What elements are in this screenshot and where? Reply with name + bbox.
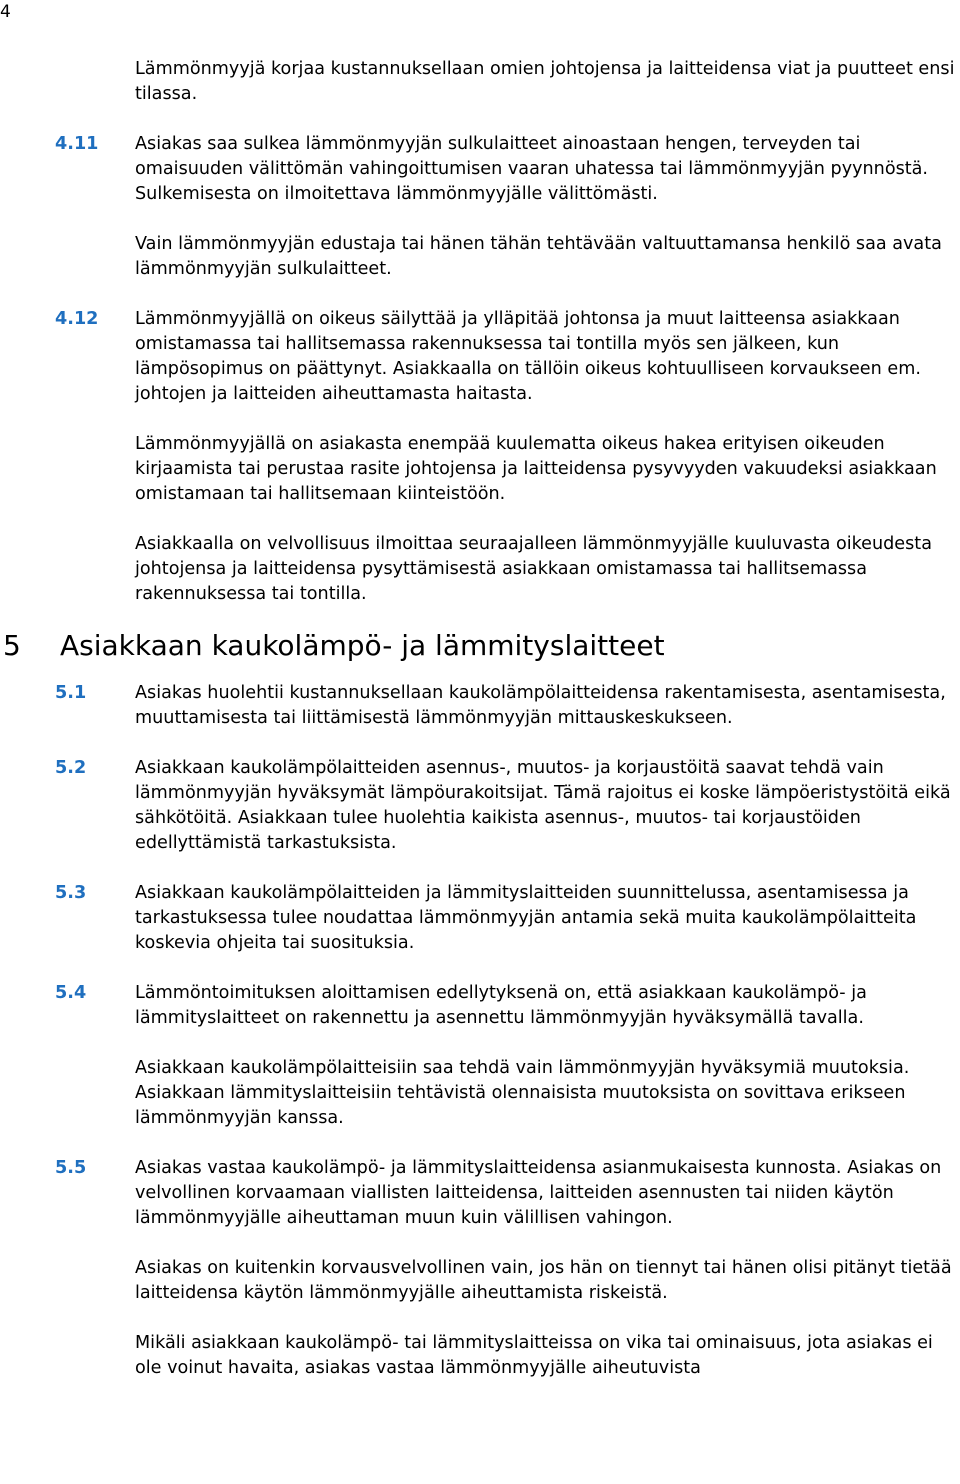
section-number: 5 bbox=[3, 629, 21, 662]
clause-4-12 bbox=[0, 307, 960, 607]
clause-text bbox=[135, 681, 955, 731]
paragraph: Asiakas huolehtii kustannuksellaan kaukolämpölaitteidensa rakentamisesta, asentamisesta, muuttamisesta tai liittämisestä lämmönmyyjän mittauskeskukseen. bbox=[135, 683, 946, 728]
clause-number: 5.1 bbox=[55, 683, 87, 703]
clause-5-4 bbox=[0, 981, 960, 1131]
paragraph: Asiakas saa sulkea lämmönmyyjän sulkulaitteet ainoastaan hengen, terveyden tai omaisuuden välittömän vahingoittumisen vaaran uhatessa tai lämmönmyyjän pyynnöstä. Sulkemisesta on ilmoitettava lämmönmyyjälle välittömästi. bbox=[135, 134, 929, 204]
paragraph: Asiakas vastaa kaukolämpö- ja lämmityslaitteidensa asianmukaisesta kunnosta. Asiakas on velvollinen korvaamaan viallisten laitteidensa, laitteiden asennusten tai niiden käytön lämmönmyyjälle aiheuttaman muun kuin välillisen vahingon. bbox=[135, 1158, 942, 1228]
clause-number: 5.4 bbox=[55, 983, 87, 1003]
clause-text bbox=[135, 307, 955, 607]
clause-5-1 bbox=[0, 681, 960, 731]
clause-number: 4.11 bbox=[55, 134, 99, 154]
clause-number: 5.3 bbox=[55, 883, 87, 903]
paragraph: Asiakas on kuitenkin korvausvelvollinen vain, jos hän on tiennyt tai hänen olisi pitänyt tietää laitteidensa käytön lämmönmyyjälle aiheuttamista riskeistä. bbox=[135, 1258, 952, 1303]
clause-5-3 bbox=[0, 881, 960, 956]
paragraph: Lämmönmyyjällä on oikeus säilyttää ja ylläpitää johtonsa ja muut laitteensa asiakkaan omistamassa tai hallitsemassa rakennuksessa tai tontilla myös sen jälkeen, kun lämpösopimus on päättynyt. Asiakkaalla on tällöin oikeus kohtuulliseen korvaukseen em. johtojen ja laitteiden aiheuttamasta haitasta. bbox=[135, 309, 921, 404]
clause-number: 5.5 bbox=[55, 1158, 87, 1178]
clause-text bbox=[135, 881, 955, 956]
document-body bbox=[0, 57, 960, 1381]
paragraph: Vain lämmönmyyjän edustaja tai hänen tähän tehtävään valtuuttamansa henkilö saa avata lämmönmyyjän sulkulaitteet. bbox=[135, 234, 942, 279]
clause-number: 4.12 bbox=[55, 309, 99, 329]
clause-number: 5.2 bbox=[55, 758, 87, 778]
section-title: Asiakkaan kaukolämpö- ja lämmityslaitteet bbox=[60, 629, 665, 662]
paragraph: Lämmöntoimituksen aloittamisen edellytyksenä on, että asiakkaan kaukolämpö- ja lämmityslaitteet on rakennettu ja asennettu lämmönmyyjän hyväksymällä tavalla. bbox=[135, 983, 867, 1028]
paragraph: Lämmönmyyjällä on asiakasta enempää kuulematta oikeus hakea erityisen oikeuden kirjaamista tai perustaa rasite johtojensa ja laitteidensa pysyvyyden vakuudeksi asiakkaan omistamaan tai hallitsemaan kiinteistöön. bbox=[135, 434, 937, 504]
clause-text bbox=[135, 981, 955, 1131]
clause-5-2 bbox=[0, 756, 960, 856]
paragraph: Asiakkaalla on velvollisuus ilmoittaa seuraajalleen lämmönmyyjälle kuuluvasta oikeudesta johtojensa ja laitteidensa pysyttämisestä asiakkaan omistamassa tai hallitsemassa rakennuksessa tai tontilla. bbox=[135, 534, 932, 604]
clause-5-5 bbox=[0, 1156, 960, 1381]
page-number: 4 bbox=[0, 2, 11, 22]
clause-text bbox=[135, 132, 955, 282]
paragraph: Asiakkaan kaukolämpölaitteiden asennus-, muutos- ja korjaustöitä saavat tehdä vain lämmönmyyjän hyväksymät lämpöurakoitsijat. Tämä rajoitus ei koske lämpöeristystöitä eikä sähkötöitä. Asiakkaan tulee huolehtia kaikista asennus-, muutos- tai korjaustöiden edellyttämistä tarkastuksista. bbox=[135, 758, 951, 853]
paragraph: Lämmönmyyjä korjaa kustannuksellaan omien johtojensa ja laitteidensa viat ja puutteet ensi tilassa. bbox=[135, 59, 955, 104]
paragraph: Mikäli asiakkaan kaukolämpö- tai lämmityslaitteissa on vika tai ominaisuus, jota asiakas ei ole voinut havaita, asiakas vastaa lämmönmyyjälle aiheutuvista bbox=[135, 1333, 933, 1378]
clause-text bbox=[135, 57, 955, 107]
paragraph: Asiakkaan kaukolämpölaitteisiin saa tehdä vain lämmönmyyjän hyväksymiä muutoksia. Asiakkaan lämmityslaitteisiin tehtävistä olennaisista muutoksista on sovittava erikseen lämmönmyyjän kanssa. bbox=[135, 1058, 910, 1128]
clause-continuation bbox=[0, 57, 960, 107]
clause-4-11 bbox=[0, 132, 960, 282]
clause-text bbox=[135, 1156, 955, 1381]
clause-text bbox=[135, 756, 955, 856]
section-heading bbox=[0, 629, 960, 663]
paragraph: Asiakkaan kaukolämpölaitteiden ja lämmityslaitteiden suunnittelussa, asentamisessa ja tarkastuksessa tulee noudattaa lämmönmyyjän antamia sekä muita kaukolämpölaitteita koskevia ohjeita tai suosituksia. bbox=[135, 883, 917, 953]
